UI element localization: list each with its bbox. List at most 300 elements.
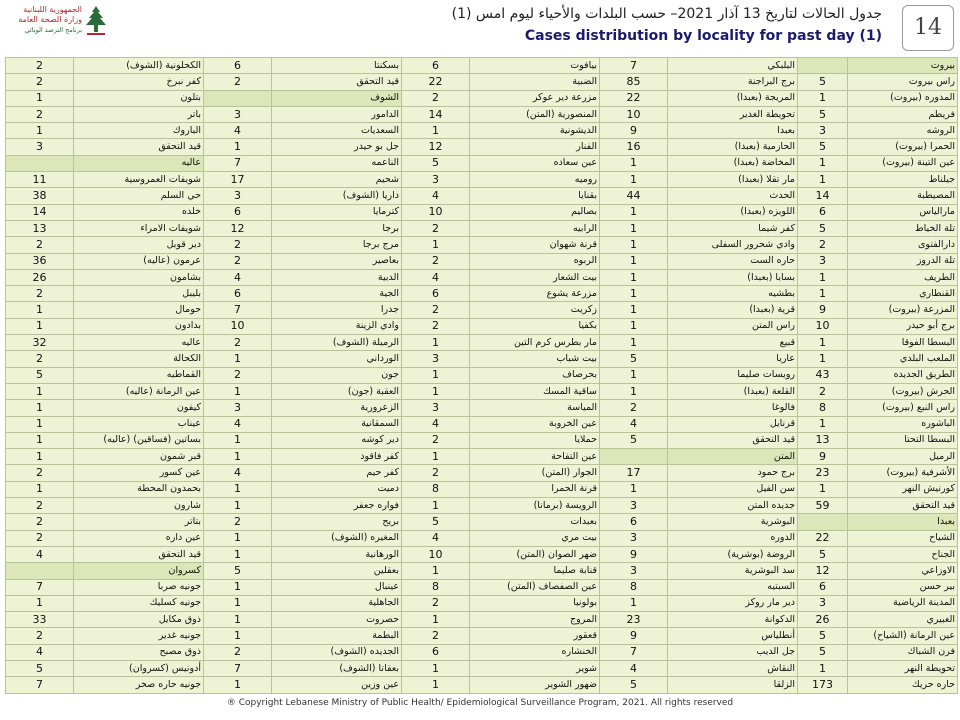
locality-name-cell: جيلناط bbox=[848, 172, 958, 188]
case-count-cell: 3 bbox=[204, 188, 272, 204]
case-count-cell: 9 bbox=[600, 123, 668, 139]
locality-name-cell: الرويسة (برمانا) bbox=[470, 498, 600, 514]
case-count-cell: 1 bbox=[600, 595, 668, 611]
locality-name-cell: جل الديب bbox=[668, 644, 798, 660]
case-count-cell: 1 bbox=[600, 383, 668, 399]
case-count-cell: 7 bbox=[600, 58, 668, 74]
case-count-cell: 1 bbox=[798, 481, 848, 497]
locality-name-cell: المدينة الرياضية bbox=[848, 595, 958, 611]
case-count-cell: 5 bbox=[6, 660, 74, 676]
locality-name-cell: عاريا bbox=[668, 351, 798, 367]
case-count-cell: 1 bbox=[6, 449, 74, 465]
locality-name-cell: مار بطرس كرم التين bbox=[470, 335, 600, 351]
locality-name-cell: بولونيا bbox=[470, 595, 600, 611]
locality-name-cell: شويفات الامراء bbox=[74, 220, 204, 236]
locality-name-cell: بيافوت bbox=[470, 58, 600, 74]
locality-name-cell: وادي شحرور السفلى bbox=[668, 237, 798, 253]
locality-name-cell: رويسات صليما bbox=[668, 367, 798, 383]
case-count-cell: 4 bbox=[600, 416, 668, 432]
case-count-cell: 3 bbox=[402, 400, 470, 416]
table-row bbox=[6, 286, 958, 302]
table-row bbox=[6, 90, 958, 106]
case-count-cell: 1 bbox=[402, 335, 470, 351]
case-count-cell: 1 bbox=[600, 204, 668, 220]
table-row bbox=[6, 612, 958, 628]
case-count-cell: 6 bbox=[204, 58, 272, 74]
locality-name-cell: باتر bbox=[74, 106, 204, 122]
locality-name-cell: بتاتر bbox=[74, 514, 204, 530]
locality-name-cell: قبيع bbox=[668, 335, 798, 351]
locality-name-cell: بعقلين bbox=[272, 563, 402, 579]
case-count-cell: 4 bbox=[204, 416, 272, 432]
case-count-cell: 6 bbox=[204, 204, 272, 220]
locality-name-cell: الملعب البلدي bbox=[848, 351, 958, 367]
locality-name-cell: مرج برجا bbox=[272, 237, 402, 253]
locality-name-cell: الجناح bbox=[848, 546, 958, 562]
case-count-cell: 1 bbox=[204, 351, 272, 367]
case-count-cell: 22 bbox=[798, 530, 848, 546]
table-row bbox=[6, 351, 958, 367]
locality-name-cell: المدوره (بيروت) bbox=[848, 90, 958, 106]
case-count-cell: 1 bbox=[402, 612, 470, 628]
locality-name-cell: حاره حريك bbox=[848, 677, 958, 693]
case-count-cell: 173 bbox=[798, 677, 848, 693]
region-header-cell: عاليه bbox=[74, 155, 204, 171]
case-count-cell: 1 bbox=[6, 123, 74, 139]
case-count-cell: 10 bbox=[798, 318, 848, 334]
cases-table-container bbox=[5, 57, 957, 690]
case-count-cell: 2 bbox=[204, 514, 272, 530]
locality-name-cell: دير كوشه bbox=[272, 432, 402, 448]
locality-name-cell: تلة الخياط bbox=[848, 220, 958, 236]
table-row bbox=[6, 220, 958, 236]
table-row bbox=[6, 595, 958, 611]
locality-name-cell: ضهور الشوير bbox=[470, 677, 600, 693]
table-row bbox=[6, 123, 958, 139]
case-count-cell: 1 bbox=[600, 481, 668, 497]
locality-name-cell: جون bbox=[272, 367, 402, 383]
case-count-cell: 5 bbox=[6, 367, 74, 383]
table-row bbox=[6, 269, 958, 285]
table-row bbox=[6, 677, 958, 693]
table-row bbox=[6, 367, 958, 383]
case-count-cell: 3 bbox=[798, 253, 848, 269]
locality-name-cell: دميت bbox=[272, 481, 402, 497]
case-count-cell: 22 bbox=[600, 90, 668, 106]
case-count-cell: 1 bbox=[600, 172, 668, 188]
locality-name-cell: الدكوانة bbox=[668, 612, 798, 628]
locality-name-cell: أدونيس (كسروان) bbox=[74, 660, 204, 676]
case-count-cell: 2 bbox=[798, 237, 848, 253]
table-row bbox=[6, 400, 958, 416]
case-count-cell: 13 bbox=[798, 432, 848, 448]
locality-name-cell: بيت شباب bbox=[470, 351, 600, 367]
locality-name-cell: عاليه bbox=[74, 335, 204, 351]
case-count-cell: 6 bbox=[798, 204, 848, 220]
logo-line-2: وزارة الصحة العامة bbox=[18, 15, 82, 24]
locality-name-cell: مزرعة يشوع bbox=[470, 286, 600, 302]
case-count-cell: 10 bbox=[402, 204, 470, 220]
locality-name-cell: الأشرفية (بيروت) bbox=[848, 465, 958, 481]
case-count-cell: 1 bbox=[402, 123, 470, 139]
locality-name-cell: قيد التحقق bbox=[74, 139, 204, 155]
locality-name-cell: عين كسور bbox=[74, 465, 204, 481]
case-count-cell: 14 bbox=[6, 204, 74, 220]
case-count-cell: 2 bbox=[6, 514, 74, 530]
locality-name-cell: قيد التحقق bbox=[74, 546, 204, 562]
locality-name-cell: بعاصير bbox=[272, 253, 402, 269]
case-count-cell: 38 bbox=[6, 188, 74, 204]
case-count-cell: 1 bbox=[6, 90, 74, 106]
locality-name-cell: جونيه غدير bbox=[74, 628, 204, 644]
case-count-cell: 4 bbox=[6, 546, 74, 562]
case-count-cell: 3 bbox=[402, 172, 470, 188]
case-count-cell: 1 bbox=[6, 383, 74, 399]
case-count-cell: 6 bbox=[402, 286, 470, 302]
locality-name-cell: دارالفتوى bbox=[848, 237, 958, 253]
locality-name-cell: الشياح bbox=[848, 530, 958, 546]
locality-name-cell: البوشرية bbox=[668, 514, 798, 530]
locality-name-cell: الرميلة (الشوف) bbox=[272, 335, 402, 351]
case-count-cell: 2 bbox=[6, 237, 74, 253]
case-count-cell: 16 bbox=[600, 139, 668, 155]
case-count-cell: 1 bbox=[798, 90, 848, 106]
case-count-cell: 85 bbox=[600, 74, 668, 90]
table-row bbox=[6, 253, 958, 269]
case-count-cell: 23 bbox=[600, 612, 668, 628]
locality-name-cell: عرمون (عاليه) bbox=[74, 253, 204, 269]
locality-name-cell: المروج bbox=[470, 612, 600, 628]
case-count-cell bbox=[798, 58, 848, 74]
locality-name-cell: كفر فاقود bbox=[272, 449, 402, 465]
case-count-cell: 4 bbox=[204, 269, 272, 285]
locality-name-cell: الجديده (الشوف) bbox=[272, 644, 402, 660]
locality-name-cell: المياسة bbox=[470, 400, 600, 416]
case-count-cell: 2 bbox=[204, 644, 272, 660]
table-row bbox=[6, 237, 958, 253]
case-count-cell: 3 bbox=[204, 400, 272, 416]
table-row bbox=[6, 74, 958, 90]
locality-name-cell: راس النبع (بيروت) bbox=[848, 400, 958, 416]
locality-name-cell: بيت الشعار bbox=[470, 269, 600, 285]
case-count-cell: 2 bbox=[204, 237, 272, 253]
case-count-cell: 2 bbox=[6, 74, 74, 90]
case-count-cell: 2 bbox=[402, 253, 470, 269]
locality-name-cell: عين وزين bbox=[272, 677, 402, 693]
table-row bbox=[6, 172, 958, 188]
locality-name-cell: فالوغا bbox=[668, 400, 798, 416]
locality-name-cell: وادي الزينة bbox=[272, 318, 402, 334]
case-count-cell bbox=[204, 90, 272, 106]
locality-name-cell: برج البراجنة bbox=[668, 74, 798, 90]
case-count-cell: 3 bbox=[600, 530, 668, 546]
case-count-cell: 2 bbox=[798, 383, 848, 399]
case-count-cell: 1 bbox=[6, 481, 74, 497]
case-count-cell: 9 bbox=[600, 628, 668, 644]
locality-name-cell: بكفيا bbox=[470, 318, 600, 334]
locality-name-cell: ساقية المسك bbox=[470, 383, 600, 399]
locality-name-cell: المخاضة (بعبدا) bbox=[668, 155, 798, 171]
locality-name-cell: بير حسن bbox=[848, 579, 958, 595]
table-row bbox=[6, 579, 958, 595]
copyright-footer: ® Copyright Lebanese Ministry of Public Health/ Epidemiological Surveillance Program, 2021. All rights reserved bbox=[226, 698, 734, 708]
locality-name-cell: قنابة صليما bbox=[470, 563, 600, 579]
locality-name-cell: جديده المتن bbox=[668, 498, 798, 514]
case-count-cell: 7 bbox=[204, 660, 272, 676]
case-count-cell: 1 bbox=[798, 172, 848, 188]
locality-name-cell: أنطلياس bbox=[668, 628, 798, 644]
page-title-english: Cases distribution by locality for past day (1) bbox=[524, 28, 882, 44]
case-count-cell: 8 bbox=[402, 481, 470, 497]
table-row bbox=[6, 188, 958, 204]
locality-name-cell: شويفات العمروسية bbox=[74, 172, 204, 188]
locality-name-cell: الحمرا (بيروت) bbox=[848, 139, 958, 155]
case-count-cell: 2 bbox=[402, 628, 470, 644]
case-count-cell: 1 bbox=[600, 237, 668, 253]
case-count-cell: 2 bbox=[402, 302, 470, 318]
locality-name-cell: السمقانية bbox=[272, 416, 402, 432]
case-count-cell: 1 bbox=[204, 579, 272, 595]
locality-name-cell: بعبدات bbox=[470, 514, 600, 530]
case-count-cell: 2 bbox=[6, 286, 74, 302]
locality-name-cell: تحويطة الغدير bbox=[668, 106, 798, 122]
locality-name-cell: تلة الدروز bbox=[848, 253, 958, 269]
case-count-cell: 1 bbox=[798, 416, 848, 432]
case-count-cell: 1 bbox=[600, 269, 668, 285]
table-row bbox=[6, 514, 958, 530]
case-count-cell: 3 bbox=[798, 595, 848, 611]
locality-name-cell: الحرش (بيروت) bbox=[848, 383, 958, 399]
case-count-cell: 32 bbox=[6, 335, 74, 351]
case-count-cell: 12 bbox=[204, 220, 272, 236]
locality-name-cell: الروضة (بوشرية) bbox=[668, 546, 798, 562]
locality-name-cell: كيفون bbox=[74, 400, 204, 416]
table-row bbox=[6, 530, 958, 546]
case-count-cell: 5 bbox=[600, 351, 668, 367]
case-count-cell bbox=[6, 563, 74, 579]
locality-name-cell: بشامون bbox=[74, 269, 204, 285]
locality-name-cell: فرن الشباك bbox=[848, 644, 958, 660]
lebanese-cedar-icon bbox=[84, 5, 108, 37]
locality-name-cell: جونيه كسليك bbox=[74, 595, 204, 611]
table-row bbox=[6, 449, 958, 465]
table-row bbox=[6, 660, 958, 676]
locality-name-cell: النقاش bbox=[668, 660, 798, 676]
case-count-cell: 5 bbox=[798, 220, 848, 236]
case-count-cell: 12 bbox=[798, 563, 848, 579]
case-count-cell: 9 bbox=[798, 302, 848, 318]
locality-name-cell: عين التفاحة bbox=[470, 449, 600, 465]
locality-name-cell: المريجة (بعبدا) bbox=[668, 90, 798, 106]
case-count-cell: 1 bbox=[204, 498, 272, 514]
case-count-cell: 26 bbox=[798, 612, 848, 628]
case-count-cell: 2 bbox=[204, 253, 272, 269]
case-count-cell: 4 bbox=[600, 660, 668, 676]
locality-name-cell: كفر حيم bbox=[272, 465, 402, 481]
case-count-cell: 1 bbox=[798, 351, 848, 367]
table-row bbox=[6, 58, 958, 74]
case-count-cell: 1 bbox=[600, 335, 668, 351]
locality-name-cell: بسكنتا bbox=[272, 58, 402, 74]
table-row bbox=[6, 644, 958, 660]
locality-name-cell: الورداني bbox=[272, 351, 402, 367]
case-count-cell: 13 bbox=[6, 220, 74, 236]
ministry-logo bbox=[6, 3, 106, 43]
locality-name-cell: الدبية bbox=[272, 269, 402, 285]
locality-name-cell: الرميل bbox=[848, 449, 958, 465]
case-count-cell: 5 bbox=[798, 106, 848, 122]
locality-name-cell: المنصورية (المتن) bbox=[470, 106, 600, 122]
case-count-cell: 1 bbox=[600, 155, 668, 171]
table-row bbox=[6, 498, 958, 514]
locality-name-cell: شوير bbox=[470, 660, 600, 676]
locality-name-cell: مارالياس bbox=[848, 204, 958, 220]
locality-name-cell: حملايا bbox=[470, 432, 600, 448]
locality-name-cell: سن الفيل bbox=[668, 481, 798, 497]
case-count-cell: 1 bbox=[204, 677, 272, 693]
case-count-cell: 1 bbox=[798, 269, 848, 285]
locality-name-cell: الزعرورية bbox=[272, 400, 402, 416]
case-count-cell: 4 bbox=[6, 644, 74, 660]
case-count-cell: 17 bbox=[600, 465, 668, 481]
locality-name-cell: الروشه bbox=[848, 123, 958, 139]
case-count-cell: 22 bbox=[402, 74, 470, 90]
locality-name-cell: اللويزه (بعبدا) bbox=[668, 204, 798, 220]
table-row bbox=[6, 335, 958, 351]
locality-name-cell: راس المتن bbox=[668, 318, 798, 334]
locality-name-cell: بحمدون المحطة bbox=[74, 481, 204, 497]
locality-name-cell: بريح bbox=[272, 514, 402, 530]
page-title-arabic: جدول الحالات لتاريخ 13 آذار 2021– حسب البلدات والأحياء ليوم امس (1) bbox=[451, 6, 882, 22]
case-count-cell: 10 bbox=[600, 106, 668, 122]
locality-name-cell: جونيه حاره صخر bbox=[74, 677, 204, 693]
locality-name-cell: بيت مري bbox=[470, 530, 600, 546]
case-count-cell: 10 bbox=[402, 546, 470, 562]
locality-name-cell: الباشوره bbox=[848, 416, 958, 432]
locality-name-cell: ذوق مصبح bbox=[74, 644, 204, 660]
case-count-cell: 9 bbox=[600, 546, 668, 562]
locality-name-cell: روميه bbox=[470, 172, 600, 188]
table-row bbox=[6, 383, 958, 399]
locality-name-cell: ذوق مكايل bbox=[74, 612, 204, 628]
locality-name-cell: الديشونية bbox=[470, 123, 600, 139]
case-count-cell: 5 bbox=[798, 74, 848, 90]
case-count-cell: 1 bbox=[6, 416, 74, 432]
locality-name-cell: المزرعة (بيروت) bbox=[848, 302, 958, 318]
case-count-cell: 5 bbox=[402, 514, 470, 530]
locality-name-cell: سد البوشرية bbox=[668, 563, 798, 579]
case-count-cell: 4 bbox=[402, 188, 470, 204]
case-count-cell: 1 bbox=[204, 612, 272, 628]
case-count-cell: 1 bbox=[798, 335, 848, 351]
case-count-cell: 2 bbox=[402, 90, 470, 106]
locality-name-cell: الربوه bbox=[470, 253, 600, 269]
case-count-cell: 4 bbox=[402, 269, 470, 285]
locality-name-cell: قيد التحقق bbox=[668, 432, 798, 448]
case-count-cell: 2 bbox=[6, 498, 74, 514]
locality-name-cell: بدادون bbox=[74, 318, 204, 334]
locality-name-cell: البسطا التحتا bbox=[848, 432, 958, 448]
case-count-cell: 26 bbox=[6, 269, 74, 285]
locality-name-cell: دير قوبل bbox=[74, 237, 204, 253]
locality-name-cell: الاوزاعي bbox=[848, 563, 958, 579]
locality-name-cell: بسابا (بعبدا) bbox=[668, 269, 798, 285]
case-count-cell: 3 bbox=[204, 106, 272, 122]
case-count-cell: 5 bbox=[798, 628, 848, 644]
case-count-cell: 6 bbox=[798, 579, 848, 595]
locality-name-cell: بعقاتا (الشوف) bbox=[272, 660, 402, 676]
case-count-cell: 1 bbox=[402, 660, 470, 676]
case-count-cell: 1 bbox=[600, 318, 668, 334]
locality-name-cell: الضبية bbox=[470, 74, 600, 90]
locality-name-cell: المصيطبة bbox=[848, 188, 958, 204]
locality-name-cell: القنطاري bbox=[848, 286, 958, 302]
case-count-cell: 36 bbox=[6, 253, 74, 269]
locality-name-cell: الدوره bbox=[668, 530, 798, 546]
locality-name-cell: جونيه صربا bbox=[74, 579, 204, 595]
locality-name-cell: قعقور bbox=[470, 628, 600, 644]
case-count-cell: 1 bbox=[402, 498, 470, 514]
locality-name-cell: برج حمود bbox=[668, 465, 798, 481]
case-count-cell: 1 bbox=[600, 367, 668, 383]
case-count-cell: 33 bbox=[6, 612, 74, 628]
case-count-cell: 1 bbox=[204, 530, 272, 546]
case-count-cell: 1 bbox=[600, 253, 668, 269]
case-count-cell: 8 bbox=[402, 579, 470, 595]
case-count-cell: 2 bbox=[6, 58, 74, 74]
locality-name-cell: عينبال bbox=[272, 579, 402, 595]
case-count-cell: 1 bbox=[6, 302, 74, 318]
case-count-cell: 1 bbox=[204, 481, 272, 497]
locality-name-cell: بطشيه bbox=[668, 286, 798, 302]
case-count-cell: 5 bbox=[204, 563, 272, 579]
locality-name-cell: قيد التحقق bbox=[272, 74, 402, 90]
case-count-cell: 6 bbox=[402, 58, 470, 74]
case-count-cell: 2 bbox=[6, 351, 74, 367]
case-count-cell: 9 bbox=[798, 449, 848, 465]
case-count-cell: 1 bbox=[6, 318, 74, 334]
locality-name-cell: فواره جعفر bbox=[272, 498, 402, 514]
table-row bbox=[6, 628, 958, 644]
case-count-cell: 4 bbox=[402, 416, 470, 432]
locality-name-cell: دير مار روكز bbox=[668, 595, 798, 611]
locality-name-cell: راس بيروت bbox=[848, 74, 958, 90]
locality-name-cell: حصروت bbox=[272, 612, 402, 628]
locality-name-cell: بليبل bbox=[74, 286, 204, 302]
case-count-cell: 4 bbox=[204, 465, 272, 481]
locality-name-cell: بساتين (فساقين) (عاليه) bbox=[74, 432, 204, 448]
case-count-cell: 14 bbox=[402, 106, 470, 122]
region-header-cell: بيروت bbox=[848, 58, 958, 74]
locality-name-cell: قبر شمون bbox=[74, 449, 204, 465]
case-count-cell: 5 bbox=[600, 677, 668, 693]
locality-name-cell: الجية bbox=[272, 286, 402, 302]
locality-name-cell: شارون bbox=[74, 498, 204, 514]
locality-name-cell: جل بو حيدر bbox=[272, 139, 402, 155]
case-count-cell: 5 bbox=[402, 155, 470, 171]
case-count-cell: 1 bbox=[402, 237, 470, 253]
logo-line-1: الجمهورية اللبنانية bbox=[23, 5, 82, 14]
case-count-cell: 1 bbox=[204, 139, 272, 155]
case-count-cell: 6 bbox=[204, 286, 272, 302]
case-count-cell: 1 bbox=[204, 546, 272, 562]
locality-name-cell: الغبيري bbox=[848, 612, 958, 628]
logo-text bbox=[8, 5, 82, 35]
case-count-cell: 2 bbox=[6, 530, 74, 546]
region-header-cell: كسروان bbox=[74, 563, 204, 579]
case-count-cell: 2 bbox=[600, 400, 668, 416]
case-count-cell: 2 bbox=[6, 628, 74, 644]
